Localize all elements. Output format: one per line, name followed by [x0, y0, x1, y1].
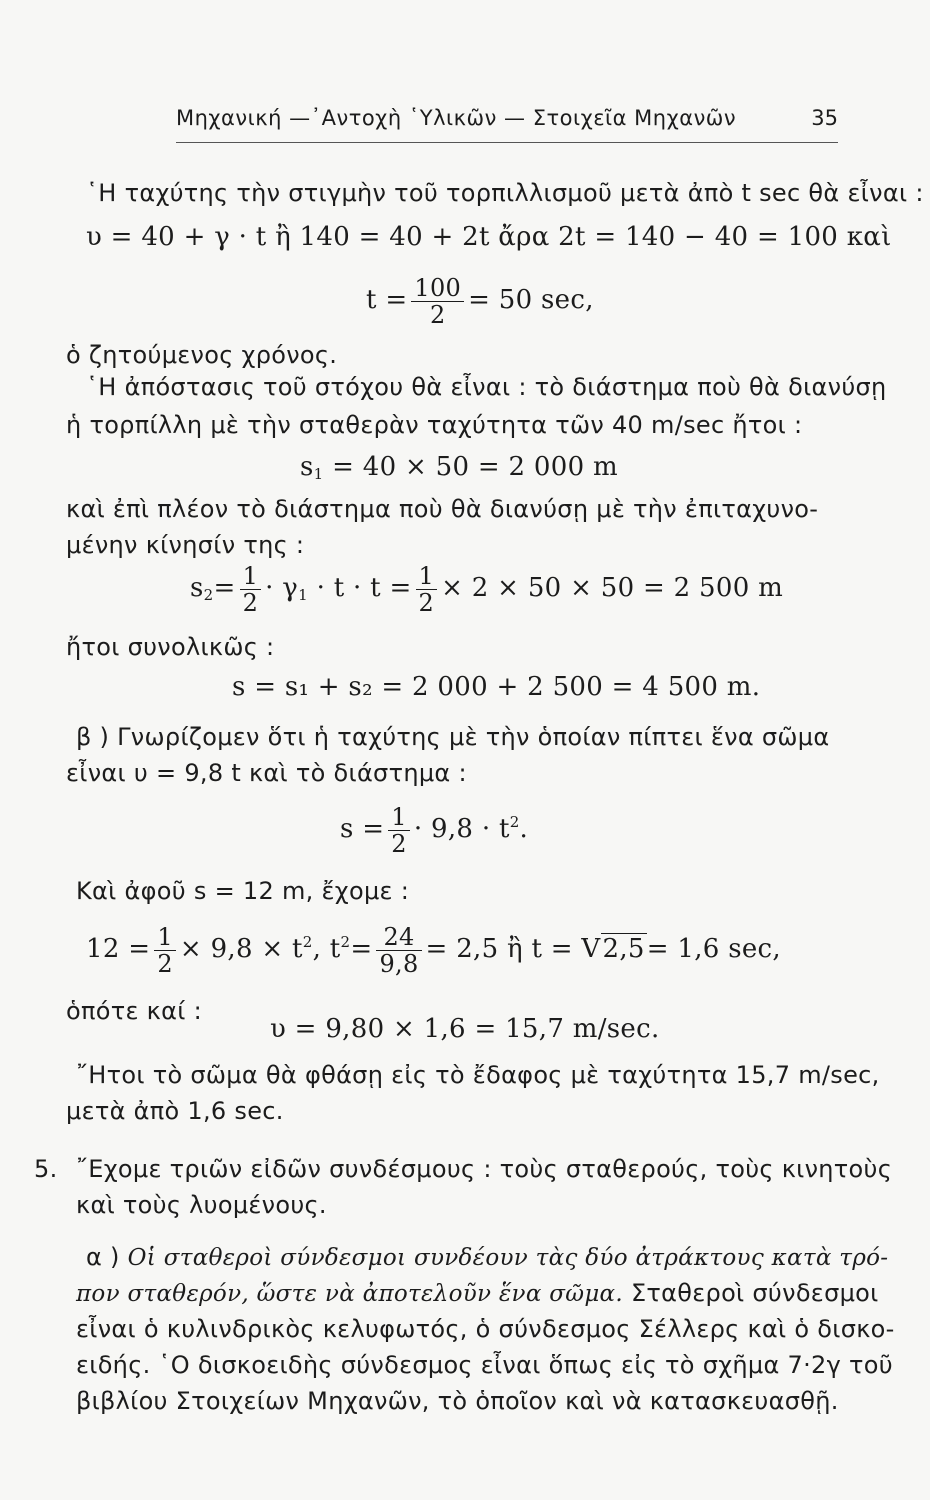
numerator: 1	[240, 563, 262, 590]
header-title: Μηχανική —᾽Αντοχὴ ῾Υλικῶν — Στοιχεῖα Μηχανῶν	[176, 106, 737, 130]
eq-text: s =	[340, 814, 385, 844]
equation-total-distance: s = s₁ + s₂ = 2 000 + 2 500 = 4 500 m.	[232, 672, 761, 702]
fraction	[154, 924, 176, 977]
equation-s1	[300, 452, 618, 489]
eq-text: = 50 sec,	[468, 285, 594, 315]
text-line: ἡ τορπίλλη μὲ τὴν σταθερὰν ταχύτητα τῶν 40 m/sec ἤτοι :	[66, 411, 803, 439]
eq-text: =	[350, 934, 373, 964]
text-line: ῎Εχομε τριῶν εἰδῶν συνδέσμους : τοὺς σταθερούς, τοὺς κινητοὺς	[76, 1155, 893, 1183]
text-line: καὶ τοὺς λυομένους.	[76, 1191, 327, 1219]
item-label: α )	[86, 1243, 120, 1271]
numerator: 1	[154, 924, 176, 951]
subscript: 2	[203, 586, 214, 604]
superscript: 2	[340, 933, 351, 951]
denominator: 2	[391, 829, 407, 858]
eq-text: = 40 × 50 = 2 000 m	[332, 452, 618, 482]
text-line	[76, 1278, 879, 1309]
fraction	[376, 924, 421, 977]
text-line: μένην κίνησίν της :	[66, 531, 305, 559]
eq-text: · γ	[265, 573, 299, 603]
text-line: ῾Η ἀπόστασις τοῦ στόχου θὰ εἶναι : τὸ διάστημα ποὺ θὰ διανύσῃ	[86, 373, 887, 401]
eq-text: · t · t =	[316, 573, 412, 603]
running-header	[176, 104, 838, 138]
equation-fall-time	[86, 914, 781, 977]
section-number: 5.	[34, 1155, 58, 1183]
fraction	[388, 804, 410, 857]
eq-text: =	[213, 573, 236, 603]
denominator: 2	[418, 588, 435, 617]
subsection-a	[86, 1242, 888, 1273]
fraction	[416, 563, 438, 616]
text-line: βιβλίου Στοιχείων Μηχανῶν, τὸ ὁποῖον καὶ νὰ κατασκευασθῇ.	[76, 1387, 839, 1415]
eq-text: = 1,6 sec,	[646, 934, 781, 964]
eq-text: 12 =	[86, 934, 151, 964]
italic-definition: πον σταθερόν, ὥστε νὰ ἀποτελοῦν ἕνα σῶμα.	[76, 1281, 624, 1307]
numerator: 1	[388, 804, 410, 831]
text-line: ῾Η ταχύτης τὴν στιγμὴν τοῦ τορπιλλισμοῦ μετὰ ἀπὸ t sec θὰ εἶναι :	[86, 179, 924, 207]
eq-text: , t	[312, 934, 341, 964]
text-line: ειδής. ῾Ο δισκοειδὴς σύνδεσμος εἶναι ὅπως εἰς τὸ σχῆμα 7·2γ τοῦ	[76, 1351, 893, 1379]
text-line: εἶναι ὁ κυλινδρικὸς κελυφωτός, ὁ σύνδεσμος Σέλλερς καὶ ὁ δισκο-	[76, 1315, 895, 1343]
equation-velocity: υ = 40 + γ · t ἢ 140 = 40 + 2t ἄρα 2t = 140 − 40 = 100 καὶ	[86, 222, 892, 252]
denominator: 2	[242, 588, 259, 617]
eq-text: t =	[366, 285, 408, 315]
header-rule	[176, 142, 838, 143]
equation-time	[366, 272, 594, 328]
fraction	[411, 275, 464, 328]
subscript: 1	[298, 586, 308, 604]
denominator: 9,8	[379, 949, 419, 978]
denominator: 2	[429, 300, 446, 329]
text-line: ὁπότε καί :	[66, 997, 202, 1025]
eq-text: · 9,8 · t	[413, 814, 510, 844]
numerator: 100	[411, 275, 464, 302]
equation-fall-distance	[340, 794, 528, 857]
text-line: ἤτοι συνολικῶς :	[66, 633, 275, 661]
numerator: 1	[416, 563, 438, 590]
eq-text: × 9,8 × t	[179, 934, 303, 964]
subscript: 1	[313, 465, 324, 483]
eq-text: × 2 × 50 × 50 = 2 500 m	[441, 573, 784, 603]
text-line: ὁ ζητούμενος χρόνος.	[66, 341, 338, 369]
radicand: 2,5	[602, 934, 645, 964]
numerator: 24	[376, 924, 421, 951]
eq-text: s	[190, 573, 204, 603]
text-line: μετὰ ἀπὸ 1,6 sec.	[66, 1097, 284, 1125]
superscript: 2	[302, 933, 313, 951]
superscript: 2	[509, 813, 520, 831]
equation-s2	[190, 560, 783, 623]
page-number: 35	[811, 106, 838, 130]
italic-definition: Οἱ σταθεροὶ σύνδεσμοι συνδέουν τὰς δύο ἀτράκτους κατὰ τρό-	[127, 1245, 889, 1271]
eq-text: .	[519, 814, 529, 844]
equation-final-velocity: υ = 9,80 × 1,6 = 15,7 m/sec.	[270, 1014, 660, 1044]
text-line: Καὶ ἀφοῦ s = 12 m, ἔχομε :	[76, 877, 410, 905]
text-line: ῎Ητοι τὸ σῶμα θὰ φθάσῃ εἰς τὸ ἔδαφος μὲ ταχύτητα 15,7 m/sec,	[76, 1061, 880, 1089]
text-line: καὶ ἐπὶ πλέον τὸ διάστημα ποὺ θὰ διανύσῃ μὲ τὴν ἐπιταχυνο-	[66, 495, 819, 523]
fraction	[240, 563, 262, 616]
text-line: β ) Γνωρίζομεν ὅτι ἡ ταχύτης μὲ τὴν ὁποίαν πίπτει ἕνα σῶμα	[76, 723, 830, 751]
eq-text: = 2,5 ἢ t = V	[425, 934, 601, 964]
eq-text: s	[300, 452, 314, 482]
text-line: εἶναι υ = 9,8 t καὶ τὸ διάστημα :	[66, 759, 467, 787]
text-fragment: Σταθεροὶ σύνδεσμοι	[630, 1279, 879, 1307]
denominator: 2	[157, 949, 173, 978]
